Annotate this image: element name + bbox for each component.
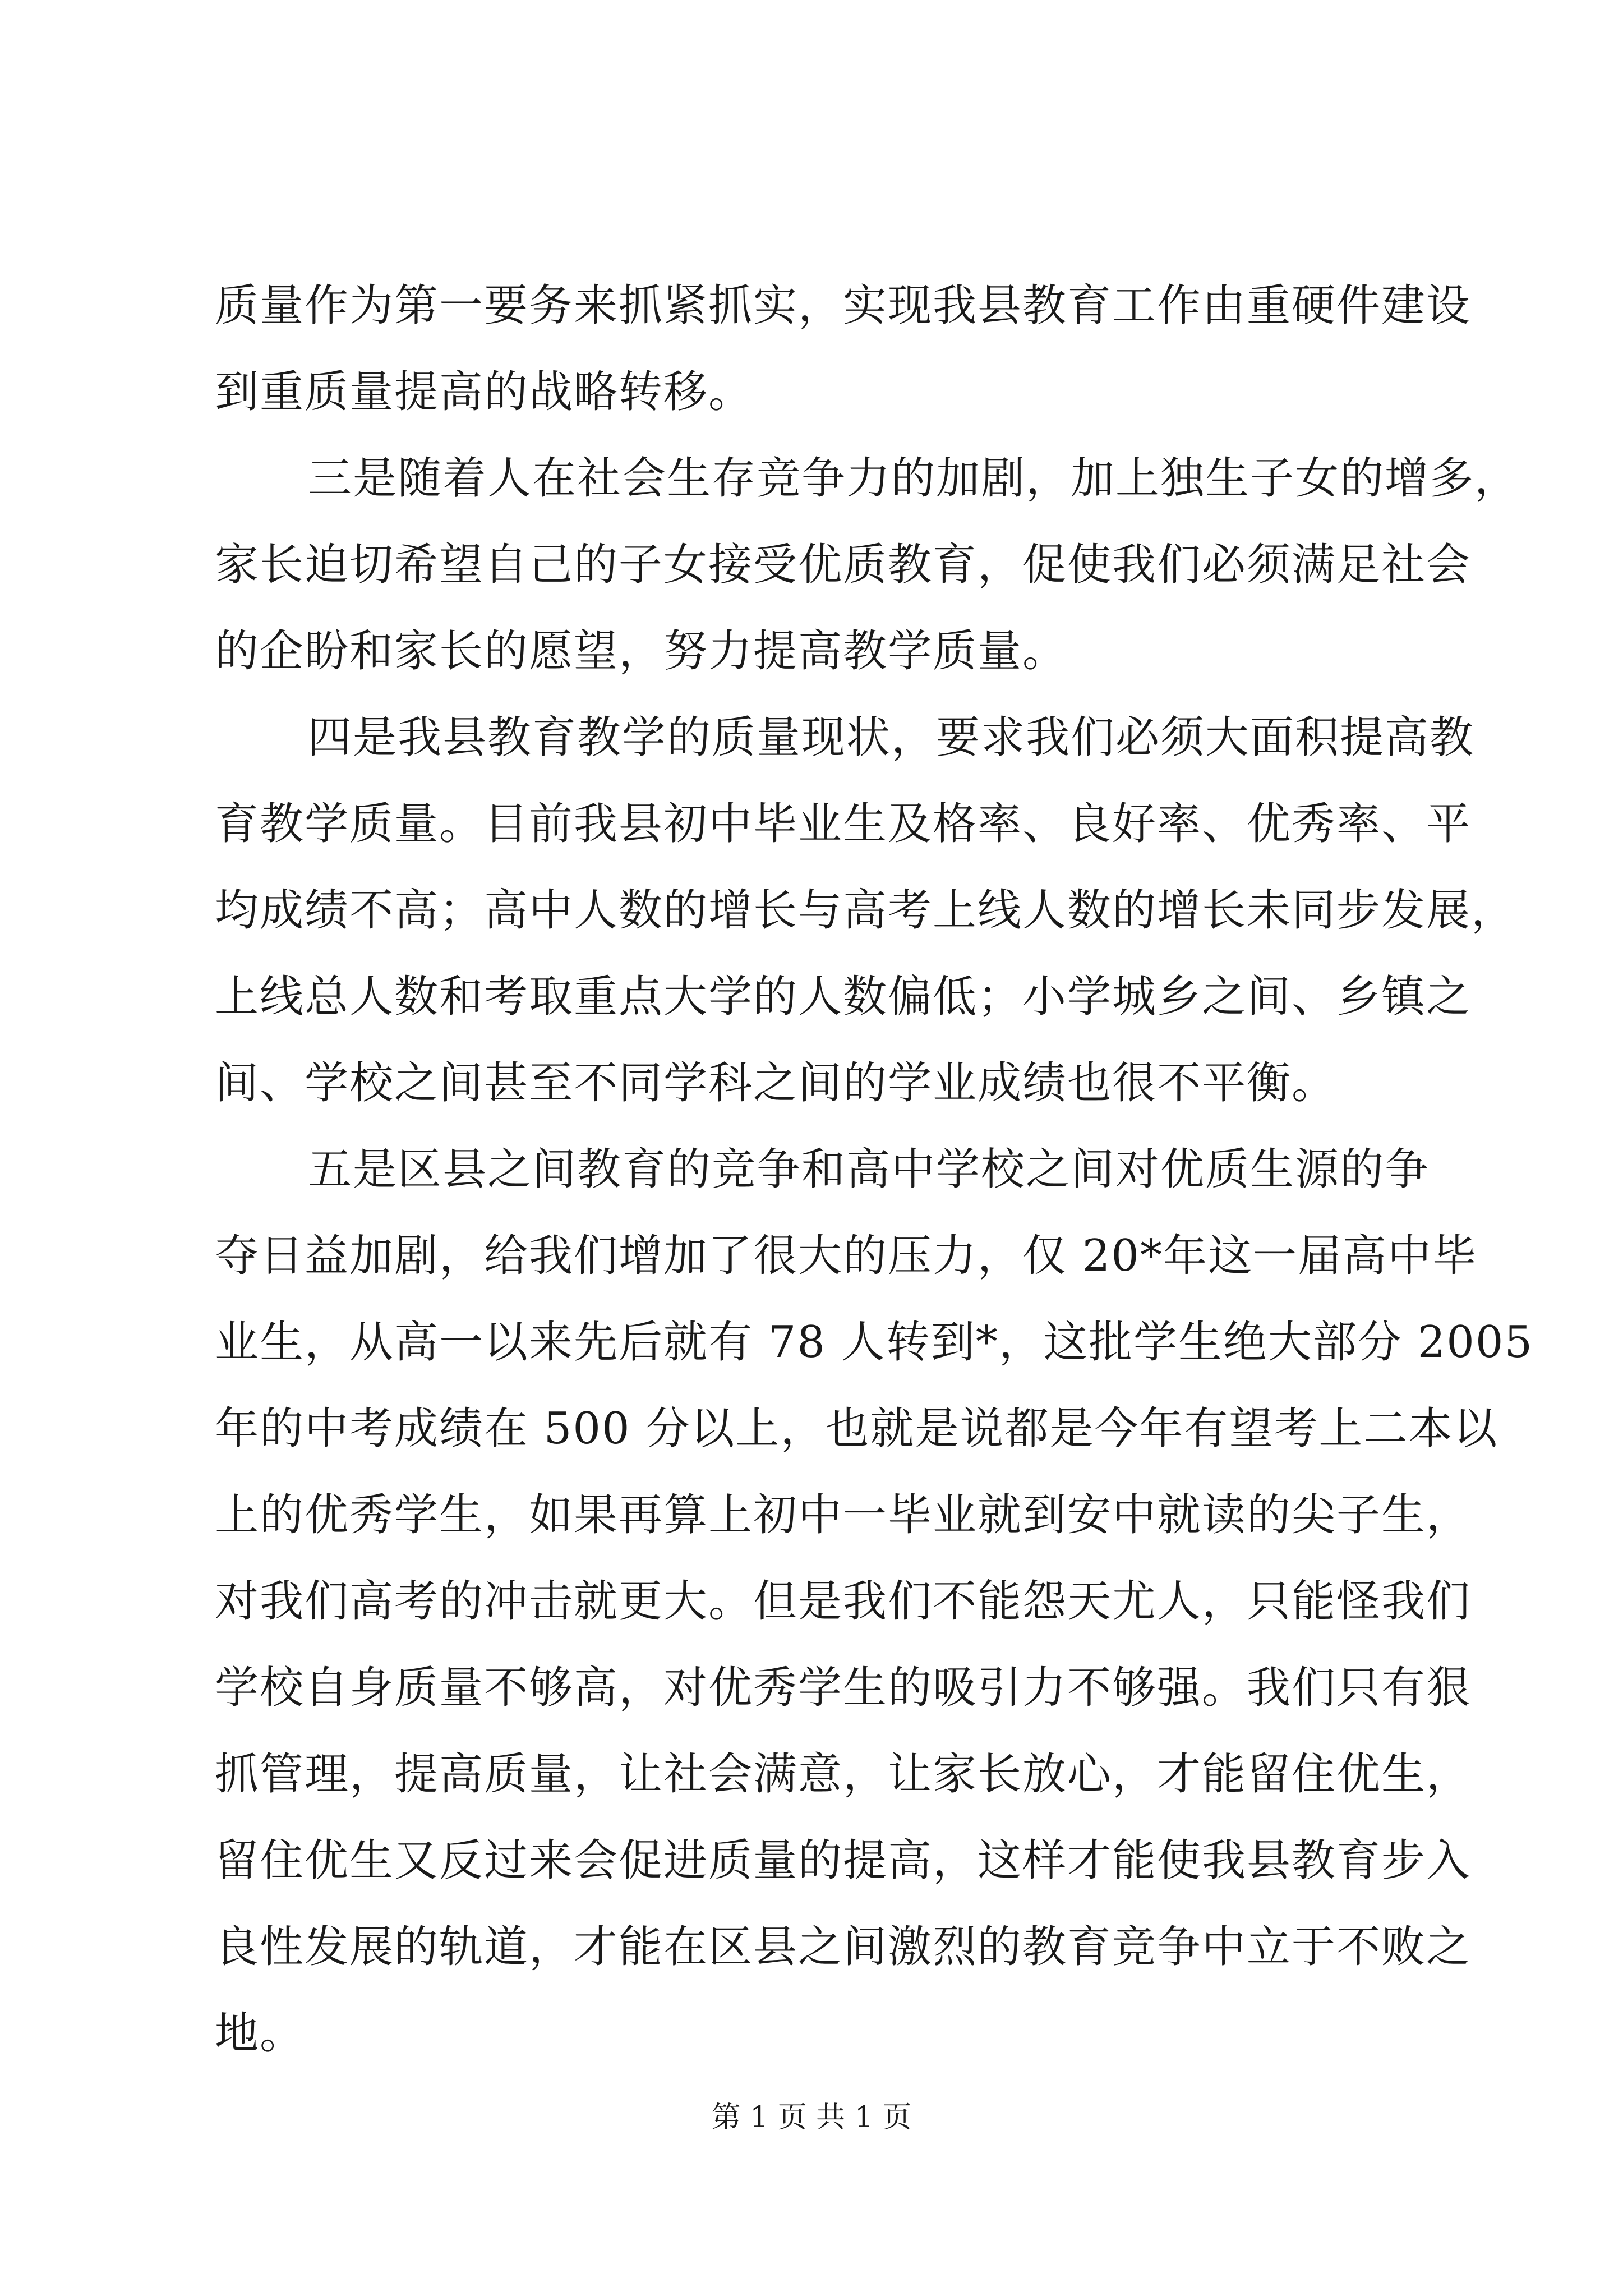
paragraph-line: 到重质量提高的战略转移。	[215, 367, 754, 417]
page-number-footer: 第 1 页 共 1 页	[711, 2101, 912, 2134]
paragraph-line: 上线总人数和考取重点大学的人数偏低；小学城乡之间、乡镇之	[215, 972, 1472, 1022]
paragraph-line: 对我们高考的冲击就更大。但是我们不能怨天尤人，只能怪我们	[215, 1576, 1472, 1627]
paragraph-line: 上的优秀学生，如果再算上初中一毕业就到安中就读的尖子生，	[215, 1490, 1472, 1540]
paragraph-line: 夺日益加剧，给我们增加了很大的压力，仅 20*年这一届高中毕	[215, 1231, 1478, 1281]
paragraph-line: 家长迫切希望自己的子女接受优质教育，促使我们必须满足社会	[215, 540, 1472, 590]
paragraph-line: 良性发展的轨道，才能在区县之间激烈的教育竞争中立于不败之	[215, 1922, 1472, 1972]
paragraph-line: 抓管理，提高质量，让社会满意，让家长放心，才能留住优生，	[215, 1749, 1472, 1800]
paragraph-line: 的企盼和家长的愿望，努力提高教学质量。	[215, 626, 1068, 677]
paragraph-line: 育教学质量。目前我县初中毕业生及格率、良好率、优秀率、平	[215, 799, 1472, 849]
paragraph-line: 地。	[215, 2008, 305, 2059]
paragraph-line: 年的中考成绩在 500 分以上，也就是说都是今年有望考上二本以	[215, 1404, 1498, 1454]
document-body	[215, 263, 1534, 2077]
paragraph-line: 留住优生又反过来会促进质量的提高，这样才能使我县教育步入	[215, 1835, 1472, 1886]
paragraph-line: 均成绩不高；高中人数的增长与高考上线人数的增长未同步发展，	[215, 885, 1516, 936]
paragraph-1	[215, 263, 1471, 435]
paragraph-4	[215, 1126, 1534, 2077]
paragraph-line: 五是区县之间教育的竞争和高中学校之间对优质生源的争	[308, 1144, 1430, 1195]
paragraph-line: 三是随着人在社会生存竞争力的加剧，加上独生子女的增多，	[308, 453, 1520, 504]
paragraph-2	[215, 435, 1520, 694]
paragraph-line: 业生，从高一以来先后就有 78 人转到*，这批学生绝大部分 2005	[215, 1317, 1534, 1368]
paragraph-3	[215, 694, 1516, 1126]
paragraph-line: 学校自身质量不够高，对优秀学生的吸引力不够强。我们只有狠	[215, 1663, 1472, 1713]
paragraph-line: 质量作为第一要务来抓紧抓实，实现我县教育工作由重硬件建设	[215, 280, 1472, 331]
paragraph-line: 四是我县教育教学的质量现状，要求我们必须大面积提高教	[308, 712, 1475, 763]
paragraph-line: 间、学校之间甚至不同学科之间的学业成绩也很不平衡。	[215, 1058, 1337, 1108]
